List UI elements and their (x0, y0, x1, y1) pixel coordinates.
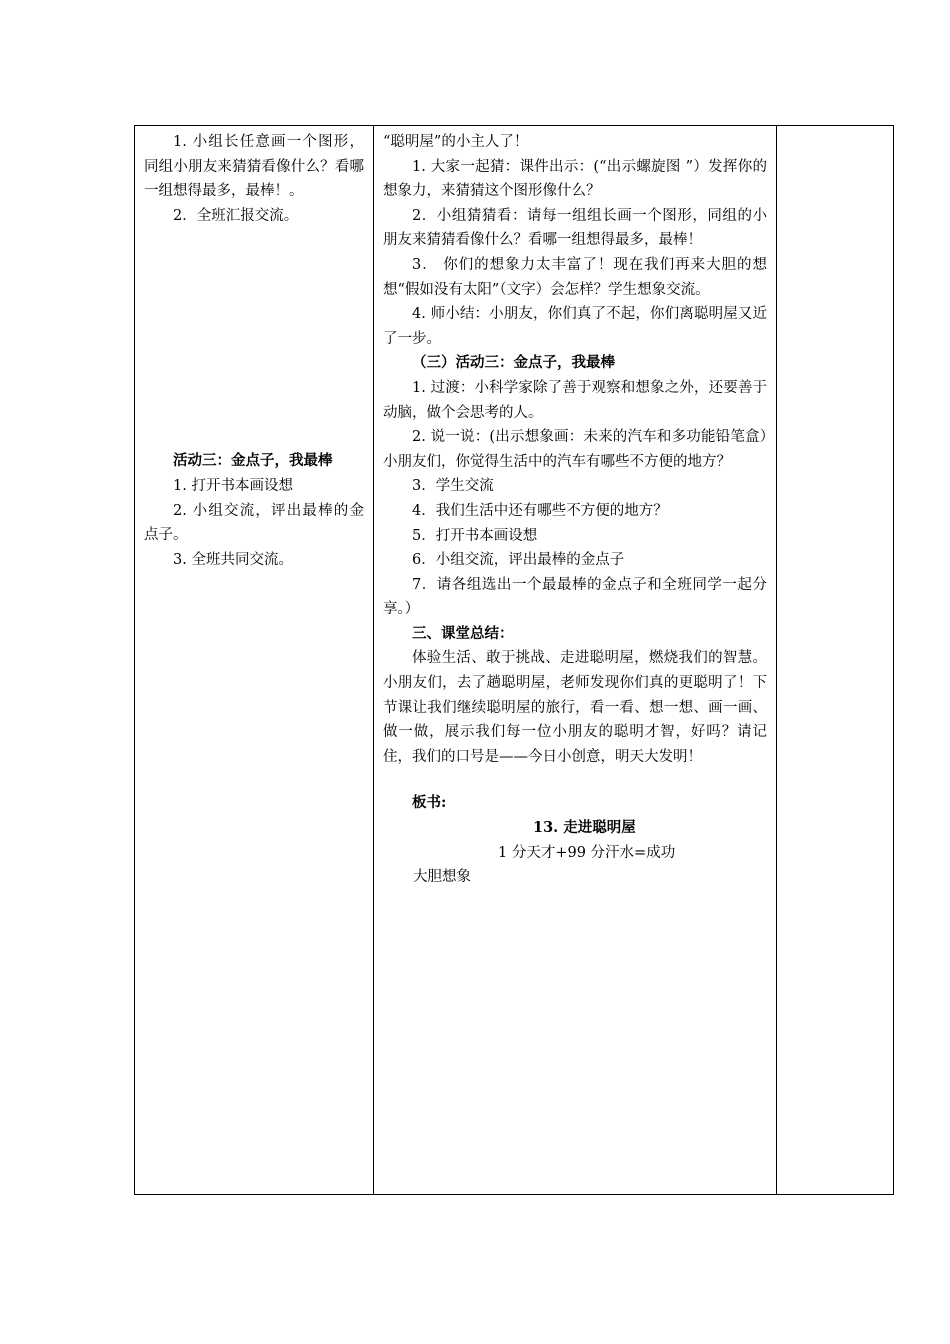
teacher-step: 4．我们生活中还有哪些不方便的地方？ (412, 502, 668, 519)
teacher-step: 4. 师小结：小朋友，你们真了不起，你们离聪明屋又近了一步。 (383, 306, 767, 347)
student-activity-cell (135, 126, 374, 1195)
summary-text: 体验生活、敢于挑战、走进聪明屋，燃烧我们的智慧。小朋友们，去了趟聪明屋，老师发现你们真的更聪明了！下节课让我们继续聪明屋的旅行，看一看、想一想、画一画、做一做，展示我们每一位小朋友的聪明才智，好吗？请记住，我们的口号是——今日小创意，明天大发明！ (383, 650, 767, 765)
notes-cell (777, 126, 894, 1195)
board-label: 板书: (412, 794, 447, 812)
student-step: 2．全班汇报交流。 (173, 207, 299, 224)
teacher-step: 2．小组猜猜看：请每一组组长画一个图形，同组的小朋友来猜猜看像什么？看哪一组想得最多，最棒！ (383, 207, 767, 249)
teacher-step: 2. 说一说：(出示想象画：未来的汽车和多功能铅笔盒）小朋友们，你觉得生活中的汽车有哪些不方便的地方？ (383, 429, 767, 470)
teacher-step: 3． 你们的想象力太丰富了！现在我们再来大胆的想想“假如没有太阳”（文字）会怎样？学生想象交流。 (383, 256, 767, 298)
student-step: 3. 全班共同交流。 (173, 551, 293, 568)
lesson-plan-table (134, 125, 894, 1195)
teacher-step: 5．打开书本画设想 (412, 527, 538, 544)
teacher-step: 7．请各组选出一个最最棒的金点子和全班同学一起分享。） (383, 576, 767, 618)
teacher-step: 3．学生交流 (412, 478, 494, 495)
table-row (135, 126, 894, 1195)
teacher-step: 6．小组交流，评出最棒的金点子 (412, 552, 625, 569)
teacher-activity-cell (374, 126, 777, 1195)
teacher-intro: “聪明屋”的小主人了！ (383, 134, 529, 150)
student-step: 1. 打开书本画设想 (173, 477, 293, 494)
board-title: 13. 走进聪明屋 (533, 819, 636, 837)
board-formula: 1 分天才+99 分汗水=成功 (498, 844, 676, 861)
teacher-activity3-heading: （三）活动三：金点子，我最棒 (412, 354, 615, 372)
student-activity3-heading: 活动三：金点子，我最棒 (173, 452, 333, 470)
summary-heading: 三、课堂总结： (412, 624, 514, 642)
teacher-step: 1. 大家一起猜：课件出示：(“出示螺旋图 ”）发挥你的想象力，来猜猜这个图形像什么？ (383, 158, 767, 200)
student-step: 2. 小组交流，评出最棒的金点子。 (144, 502, 364, 544)
teacher-step: 1. 过渡：小科学家除了善于观察和想象之外，还要善于动脑，做个会思考的人。 (383, 379, 767, 421)
board-line: 大胆想象 (413, 869, 471, 886)
student-step: 1. 小组长任意画一个图形，同组小朋友来猜猜看像什么？看哪一组想得最多，最棒！。 (144, 134, 364, 200)
